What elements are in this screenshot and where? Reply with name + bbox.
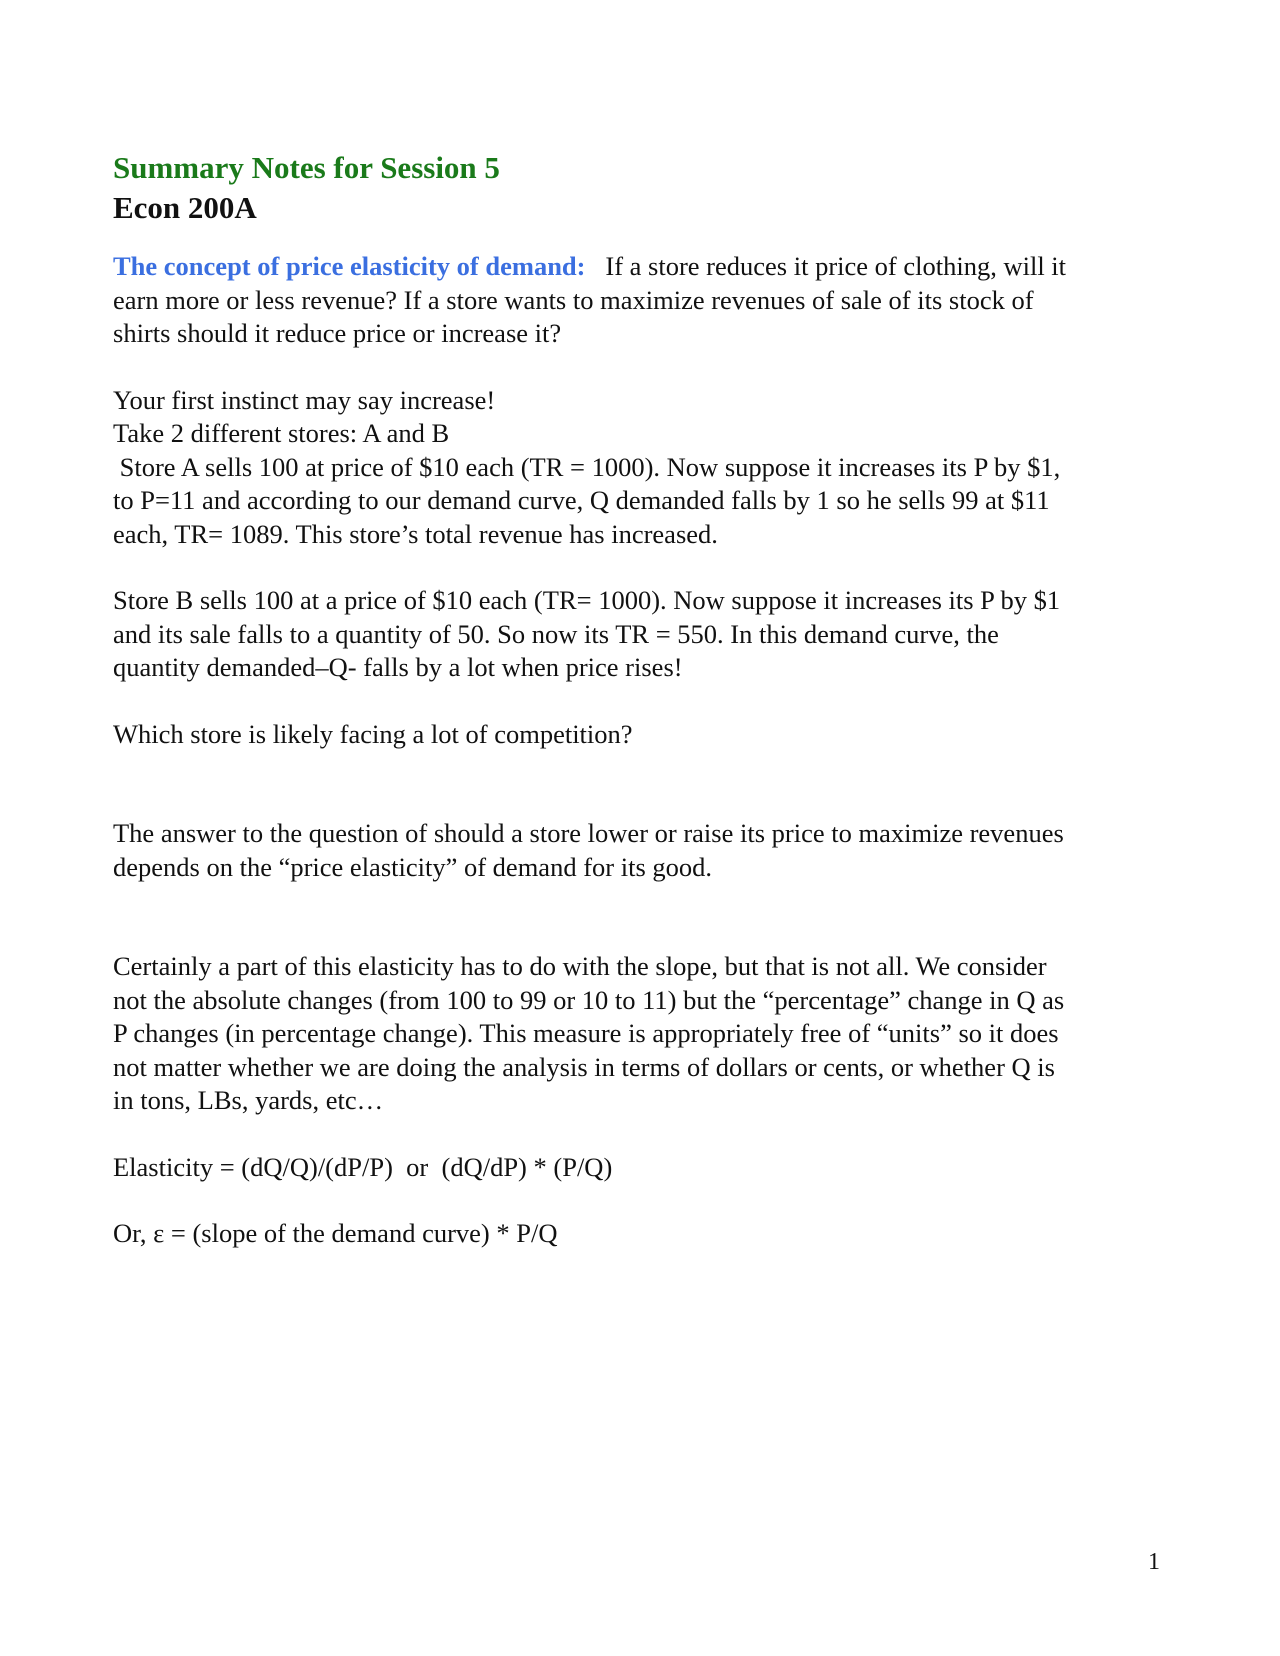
- formula-line-1: Elasticity = (dQ/Q)/(dP/P) or (dQ/dP) * (P/Q): [113, 1151, 613, 1182]
- spacer: [113, 551, 1173, 584]
- slope-line-3: P changes (in percentage change). This measure is appropriately free of “units” so it does: [113, 1018, 1059, 1048]
- page-title: Summary Notes for Session 5: [113, 150, 500, 185]
- spacer: [113, 751, 1173, 817]
- question-paragraph: [113, 718, 1173, 752]
- slope-line-2: not the absolute changes (from 100 to 99 or 10 to 11) but the “percentage” change in Q as: [113, 984, 1065, 1015]
- page-number: 1: [1148, 1549, 1160, 1575]
- document-body: [113, 148, 1173, 1251]
- intro-text-1: If a store reduces it price of clothing, will it: [605, 251, 1067, 281]
- slope-paragraph: [113, 950, 1173, 1118]
- slope-line-4: not matter whether we are doing the analysis in terms of dollars or cents, or whether Q is: [113, 1051, 1055, 1082]
- spacer: [586, 251, 606, 281]
- answer-paragraph: [113, 817, 1173, 884]
- intro-line-1: [113, 250, 1173, 284]
- intro-line-2: earn more or less revenue? If a store wants to maximize revenues of sale of its stock of: [113, 284, 1034, 315]
- stores-line-5: each, TR= 1089. This store’s total revenue has increased.: [113, 518, 718, 549]
- stores-line-1: Your first instinct may say increase!: [113, 384, 496, 415]
- intro-paragraph: [113, 250, 1173, 351]
- stores-line-2: Take 2 different stores: A and B: [113, 418, 450, 448]
- answer-line-1: The answer to the question of should a store lower or raise its price to maximize revenues: [113, 818, 1064, 848]
- spacer: [113, 1184, 1173, 1217]
- question-line: Which store is likely facing a lot of competition?: [113, 718, 633, 749]
- store-b-line-2: and its sale falls to a quantity of 50. So now its TR = 550. In this demand curve, the: [113, 618, 999, 649]
- spacer: [113, 884, 1173, 950]
- section-heading: The concept of price elasticity of demand:: [113, 251, 586, 281]
- intro-line-3: shirts should it reduce price or increase it?: [113, 318, 562, 348]
- stores-line-4: to P=11 and according to our demand curve, Q demanded falls by 1 so he sells 99 at $11: [113, 485, 1050, 515]
- store-b-paragraph: [113, 584, 1173, 685]
- slope-line-1: Certainly a part of this elasticity has to do with the slope, but that is not all. We consider: [113, 951, 1047, 981]
- store-a-paragraph: [113, 384, 1173, 552]
- store-b-line-1: Store B sells 100 at a price of $10 each (TR= 1000). Now suppose it increases its P by $1: [113, 585, 1061, 615]
- spacer: [113, 351, 1173, 384]
- stores-line-3: Store A sells 100 at price of $10 each (TR = 1000). Now suppose it increases its P by $1,: [113, 451, 1061, 482]
- formula-elasticity: [113, 1151, 1173, 1185]
- formula-line-2: Or, ε = (slope of the demand curve) * P/Q: [113, 1218, 558, 1248]
- spacer: [113, 685, 1173, 718]
- spacer: [113, 1118, 1173, 1151]
- slope-line-5: in tons, LBs, yards, etc…: [113, 1085, 384, 1115]
- store-b-line-3: quantity demanded–Q- falls by a lot when price rises!: [113, 652, 683, 682]
- formula-epsilon: [113, 1217, 1173, 1251]
- course-name: Econ 200A: [113, 190, 257, 225]
- answer-line-2: depends on the “price elasticity” of demand for its good.: [113, 851, 713, 882]
